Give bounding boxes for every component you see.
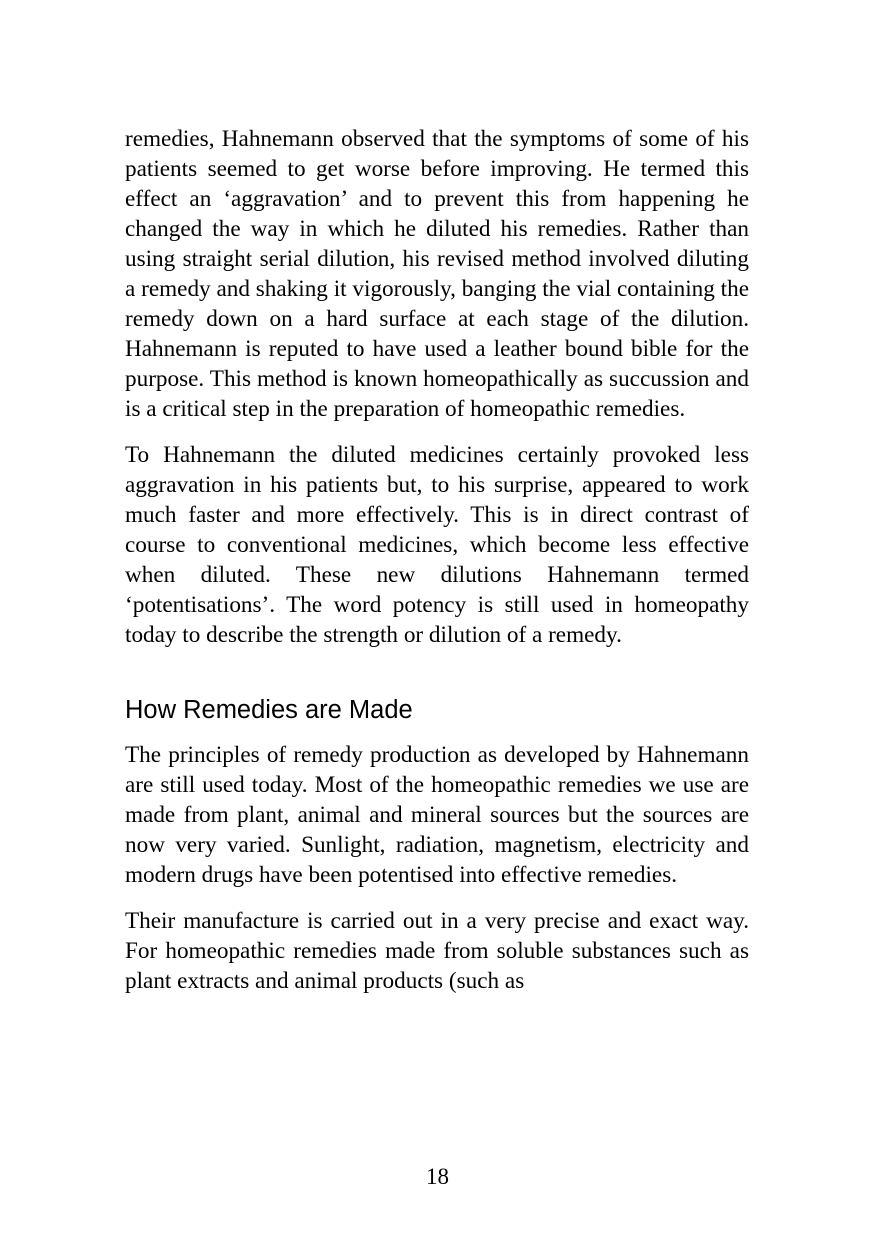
text-column	[125, 124, 749, 1012]
paragraph-aggravation: remedies, Hahnemann observed that the symptoms of some of his patients seemed to get worse before improving. He termed this effect an ‘aggravation’ and to prevent this from happening he changed the way in which he diluted his remedies. Rather than using straight serial dilution, his revised method involved diluting a remedy and shaking it vigorously, banging the vial containing the remedy down on a hard surface at each stage of the dilution. Hahnemann is reputed to have used a leather bound bible for the purpose. This method is known homeopathically as succussion and is a critical step in the preparation of homeopathic remedies.	[125, 126, 749, 422]
paragraph-potentisation: To Hahnemann the diluted medicines certainly provoked less aggravation in his patients but, to his surprise, appeared to work much faster and more effectively. This is in direct contrast of course to conventional medicines, which become less effective when diluted. These new dilutions Hahnemann termed ‘potentisations’. The word potency is still used in homeopathy today to describe the strength or dilution of a remedy.	[125, 442, 749, 648]
paragraph-remedy-principles: The principles of remedy production as developed by Hahnemann are still used today. Most of the homeopathic remedies we use are made from plant, animal and mineral sources but the sources are now very varied. Sunlight, radiation, magnetism, electricity and modern drugs have been potentised into effective remedies.	[125, 742, 749, 888]
paragraph-manufacture: Their manufacture is carried out in a very precise and exact way. For homeopathic remedies made from soluble substances such as plant extracts and animal products (such as	[125, 908, 749, 994]
page-number: 18	[426, 1164, 449, 1189]
section-heading: How Remedies are Made	[125, 696, 413, 724]
